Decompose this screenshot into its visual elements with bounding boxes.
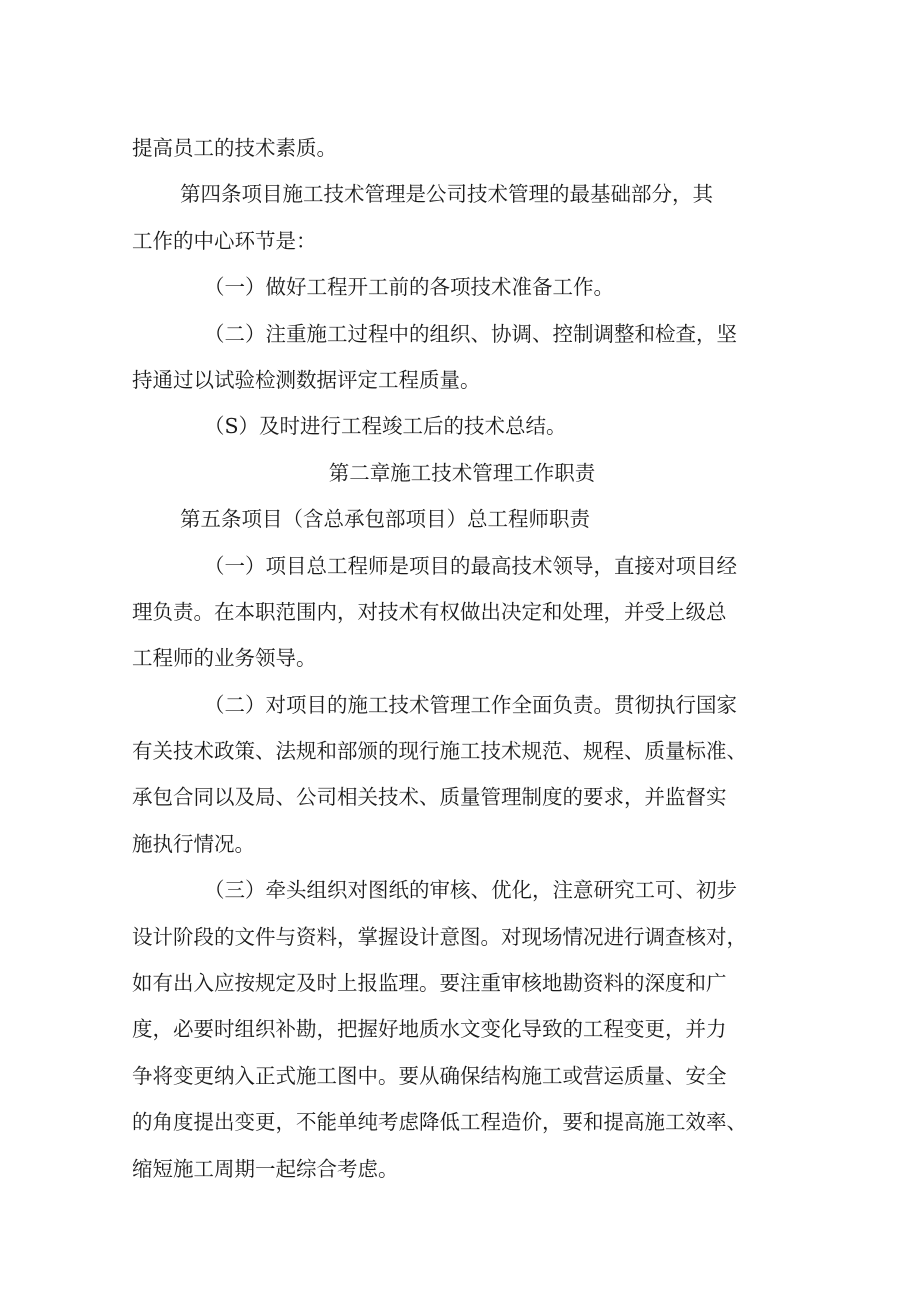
article-4-line: 第四条项目施工技术管理是公司技术管理的最基础部分，其: [180, 182, 713, 207]
article-4-line: 工作的中心环节是：: [132, 228, 317, 253]
article-5-item-3-line: 如有出入应按规定及时上报监理。要注重审核地勘资料的深度和广: [132, 971, 727, 996]
article-5-item-3-line: 度，必要时组织补勘，把握好地质水文变化导致的工程变更，并力: [132, 1017, 727, 1042]
article-5-item-3-line: 缩短施工周期一起综合考虑。: [132, 1156, 399, 1181]
document-body: [132, 125, 792, 1192]
article-4-item-2-line: 持通过以试验检测数据评定工程质量。: [132, 367, 481, 392]
article-5-item-2-line: 有关技术政策、法规和部颁的现行施工技术规范、规程、质量标准、: [132, 739, 747, 764]
article-4-item-1-line: （一）做好工程开工前的各项技术准备工作。: [204, 275, 614, 300]
article-4-item-2-line: （二）注重施工过程中的组织、协调、控制调整和检查，坚: [204, 321, 737, 346]
article-5-item-3-line: 设计阶段的文件与资料，掌握设计意图。对现场情况进行调查核对，: [132, 924, 747, 949]
chapter-2-heading: 第二章施工技术管理工作职责: [328, 460, 596, 485]
article-5-item-3-line: 的角度提出变更，不能单纯考虑降低工程造价，要和提高施工效率、: [132, 1110, 747, 1135]
paragraph-continuation-line: 提高员工的技术素质。: [132, 136, 337, 160]
article-5-heading: 第五条项目（含总承包部项目）总工程师职责: [180, 507, 590, 532]
article-5-item-1-line: 工程师的业务领导。: [132, 646, 317, 671]
article-5-item-1-line: 理负责。在本职范围内，对技术有权做出决定和处理，并受上级总: [132, 599, 727, 624]
article-5-item-2-line: 承包合同以及局、公司相关技术、质量管理制度的要求，并监督实: [132, 785, 727, 810]
article-5-item-3-line: （三）牵头组织对图纸的审核、优化，注意研究工可、初步: [204, 878, 737, 903]
article-5-item-2-line: （二）对项目的施工技术管理工作全面负责。贯彻执行国家: [204, 692, 737, 717]
article-5-item-1-line: （一）项目总工程师是项目的最高技术领导，直接对项目经: [204, 553, 737, 578]
article-5-item-3-line: 争将变更纳入正式施工图中。要从确保结构施工或营运质量、安全: [132, 1063, 727, 1088]
article-4-item-3-line: （S）及时进行工程竣工后的技术总结。: [204, 414, 567, 439]
article-5-item-2-line: 施执行情况。: [132, 831, 255, 856]
